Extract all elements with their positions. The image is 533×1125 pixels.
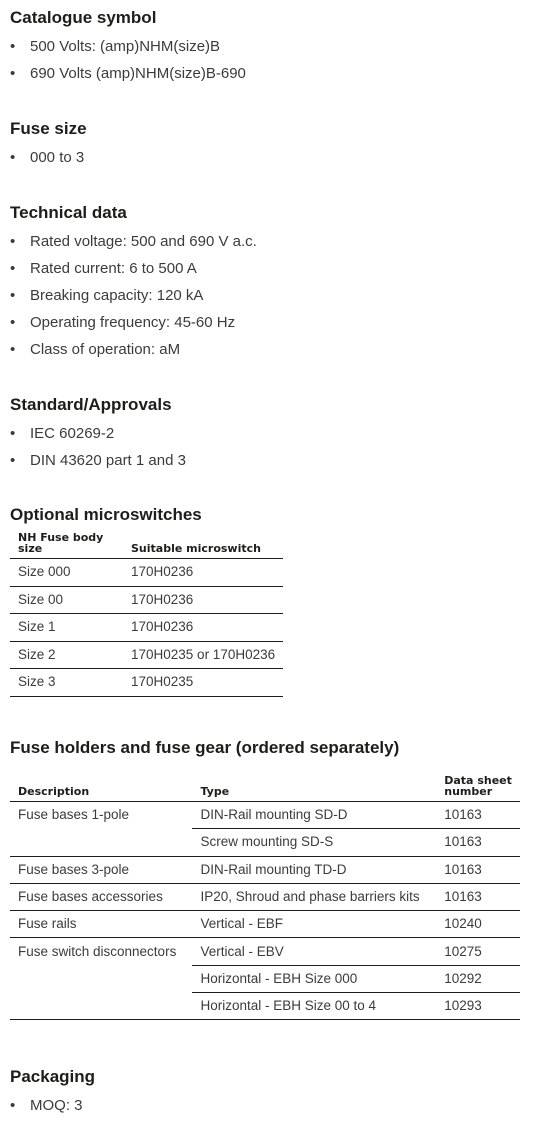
table-row <box>10 586 283 614</box>
column-header: Suitable microswitch <box>123 526 283 559</box>
standards-section <box>10 395 186 474</box>
table-cell: 10292 <box>436 965 520 992</box>
table-cell: Size 3 <box>10 669 123 697</box>
column-header: Data sheet number <box>436 771 520 802</box>
table-cell: Vertical - EBV <box>192 938 436 965</box>
table-cell: Size 00 <box>10 586 123 614</box>
table-cell: 10163 <box>436 829 520 856</box>
table-cell: Horizontal - EBH Size 000 <box>192 965 436 992</box>
table-cell: 170H0236 <box>123 586 283 614</box>
table-cell: 170H0236 <box>123 614 283 642</box>
table-cell: DIN-Rail mounting TD-D <box>192 856 436 883</box>
table-row <box>10 641 283 669</box>
list-item: • Operating frequency: 45-60 Hz <box>10 309 257 336</box>
table-cell: Size 2 <box>10 641 123 669</box>
fuse-gear-heading: Fuse holders and fuse gear (ordered separately) <box>10 738 400 757</box>
list-item: • Class of operation: aM <box>10 336 257 363</box>
fuse-size-list <box>10 144 87 171</box>
standards-list <box>10 420 186 474</box>
column-header: Description <box>10 771 192 802</box>
catalogue-heading: Catalogue symbol <box>10 8 157 27</box>
table-cell: Size 000 <box>10 559 123 587</box>
table-cell: Fuse switch disconnectors <box>18 943 177 959</box>
table-cell: 10163 <box>436 802 520 829</box>
table-row <box>10 559 283 587</box>
fuse-gear-section <box>10 738 520 1020</box>
list-item: • DIN 43620 part 1 and 3 <box>10 447 186 474</box>
list-item: • 500 Volts: (amp)NHM(size)B <box>10 33 246 60</box>
table-row <box>10 614 283 642</box>
list-item: • 000 to 3 <box>10 144 87 171</box>
table-cell: Fuse bases 1-pole <box>18 807 130 823</box>
list-item: • IEC 60269-2 <box>10 420 186 447</box>
table-row <box>10 802 520 829</box>
table-cell <box>10 993 192 1020</box>
list-item: • 690 Volts (amp)NHM(size)B-690 <box>10 60 246 87</box>
microswitches-heading: Optional microswitches <box>10 505 202 524</box>
table-row <box>10 911 520 938</box>
technical-heading: Technical data <box>10 203 127 222</box>
table-cell: 10275 <box>436 938 520 965</box>
table-cell <box>10 965 192 992</box>
table-cell: Horizontal - EBH Size 00 to 4 <box>192 993 436 1020</box>
table-cell: 10293 <box>436 993 520 1020</box>
table-cell: 10163 <box>436 883 520 910</box>
catalogue-section <box>10 8 246 87</box>
table-header-row <box>10 526 283 559</box>
table-cell: 10163 <box>436 856 520 883</box>
fuse-size-heading: Fuse size <box>10 119 87 138</box>
table-row <box>10 829 520 856</box>
list-item: • MOQ: 3 <box>10 1092 95 1119</box>
packaging-heading: Packaging <box>10 1067 96 1086</box>
packaging-list <box>10 1092 95 1119</box>
technical-list <box>10 228 257 363</box>
fuse-size-section <box>10 119 87 171</box>
table-cell: DIN-Rail mounting SD-D <box>192 802 436 829</box>
technical-section <box>10 203 257 363</box>
fuse-gear-table <box>10 771 520 1020</box>
table-row <box>10 965 520 992</box>
table-cell: IP20, Shroud and phase barriers kits <box>192 883 436 910</box>
table-cell <box>10 829 192 856</box>
table-row <box>10 993 520 1020</box>
table-cell: 10240 <box>436 911 520 938</box>
microswitches-table <box>10 526 283 697</box>
table-header-row <box>10 771 520 802</box>
table-cell: Screw mounting SD-S <box>192 829 436 856</box>
standards-heading: Standard/Approvals <box>10 395 172 414</box>
table-row <box>10 883 520 910</box>
table-cell: Size 1 <box>10 614 123 642</box>
table-cell: 170H0235 or 170H0236 <box>123 641 283 669</box>
list-item: • Breaking capacity: 120 kA <box>10 282 257 309</box>
list-item: • Rated voltage: 500 and 690 V a.c. <box>10 228 257 255</box>
table-row <box>10 938 520 965</box>
packaging-section <box>10 1067 95 1119</box>
table-cell: Fuse bases accessories <box>10 883 192 910</box>
table-row <box>10 669 283 697</box>
table-row <box>10 856 520 883</box>
column-header: Type <box>192 771 436 802</box>
table-cell: 170H0236 <box>123 559 283 587</box>
list-item: • Rated current: 6 to 500 A <box>10 255 257 282</box>
table-cell: Fuse rails <box>10 911 192 938</box>
column-header: NH Fuse body size <box>10 526 123 559</box>
catalogue-list <box>10 33 246 87</box>
microswitches-section <box>10 505 283 697</box>
table-cell: Fuse bases 3-pole <box>10 856 192 883</box>
table-cell: 170H0235 <box>123 669 283 697</box>
table-cell: Vertical - EBF <box>192 911 436 938</box>
